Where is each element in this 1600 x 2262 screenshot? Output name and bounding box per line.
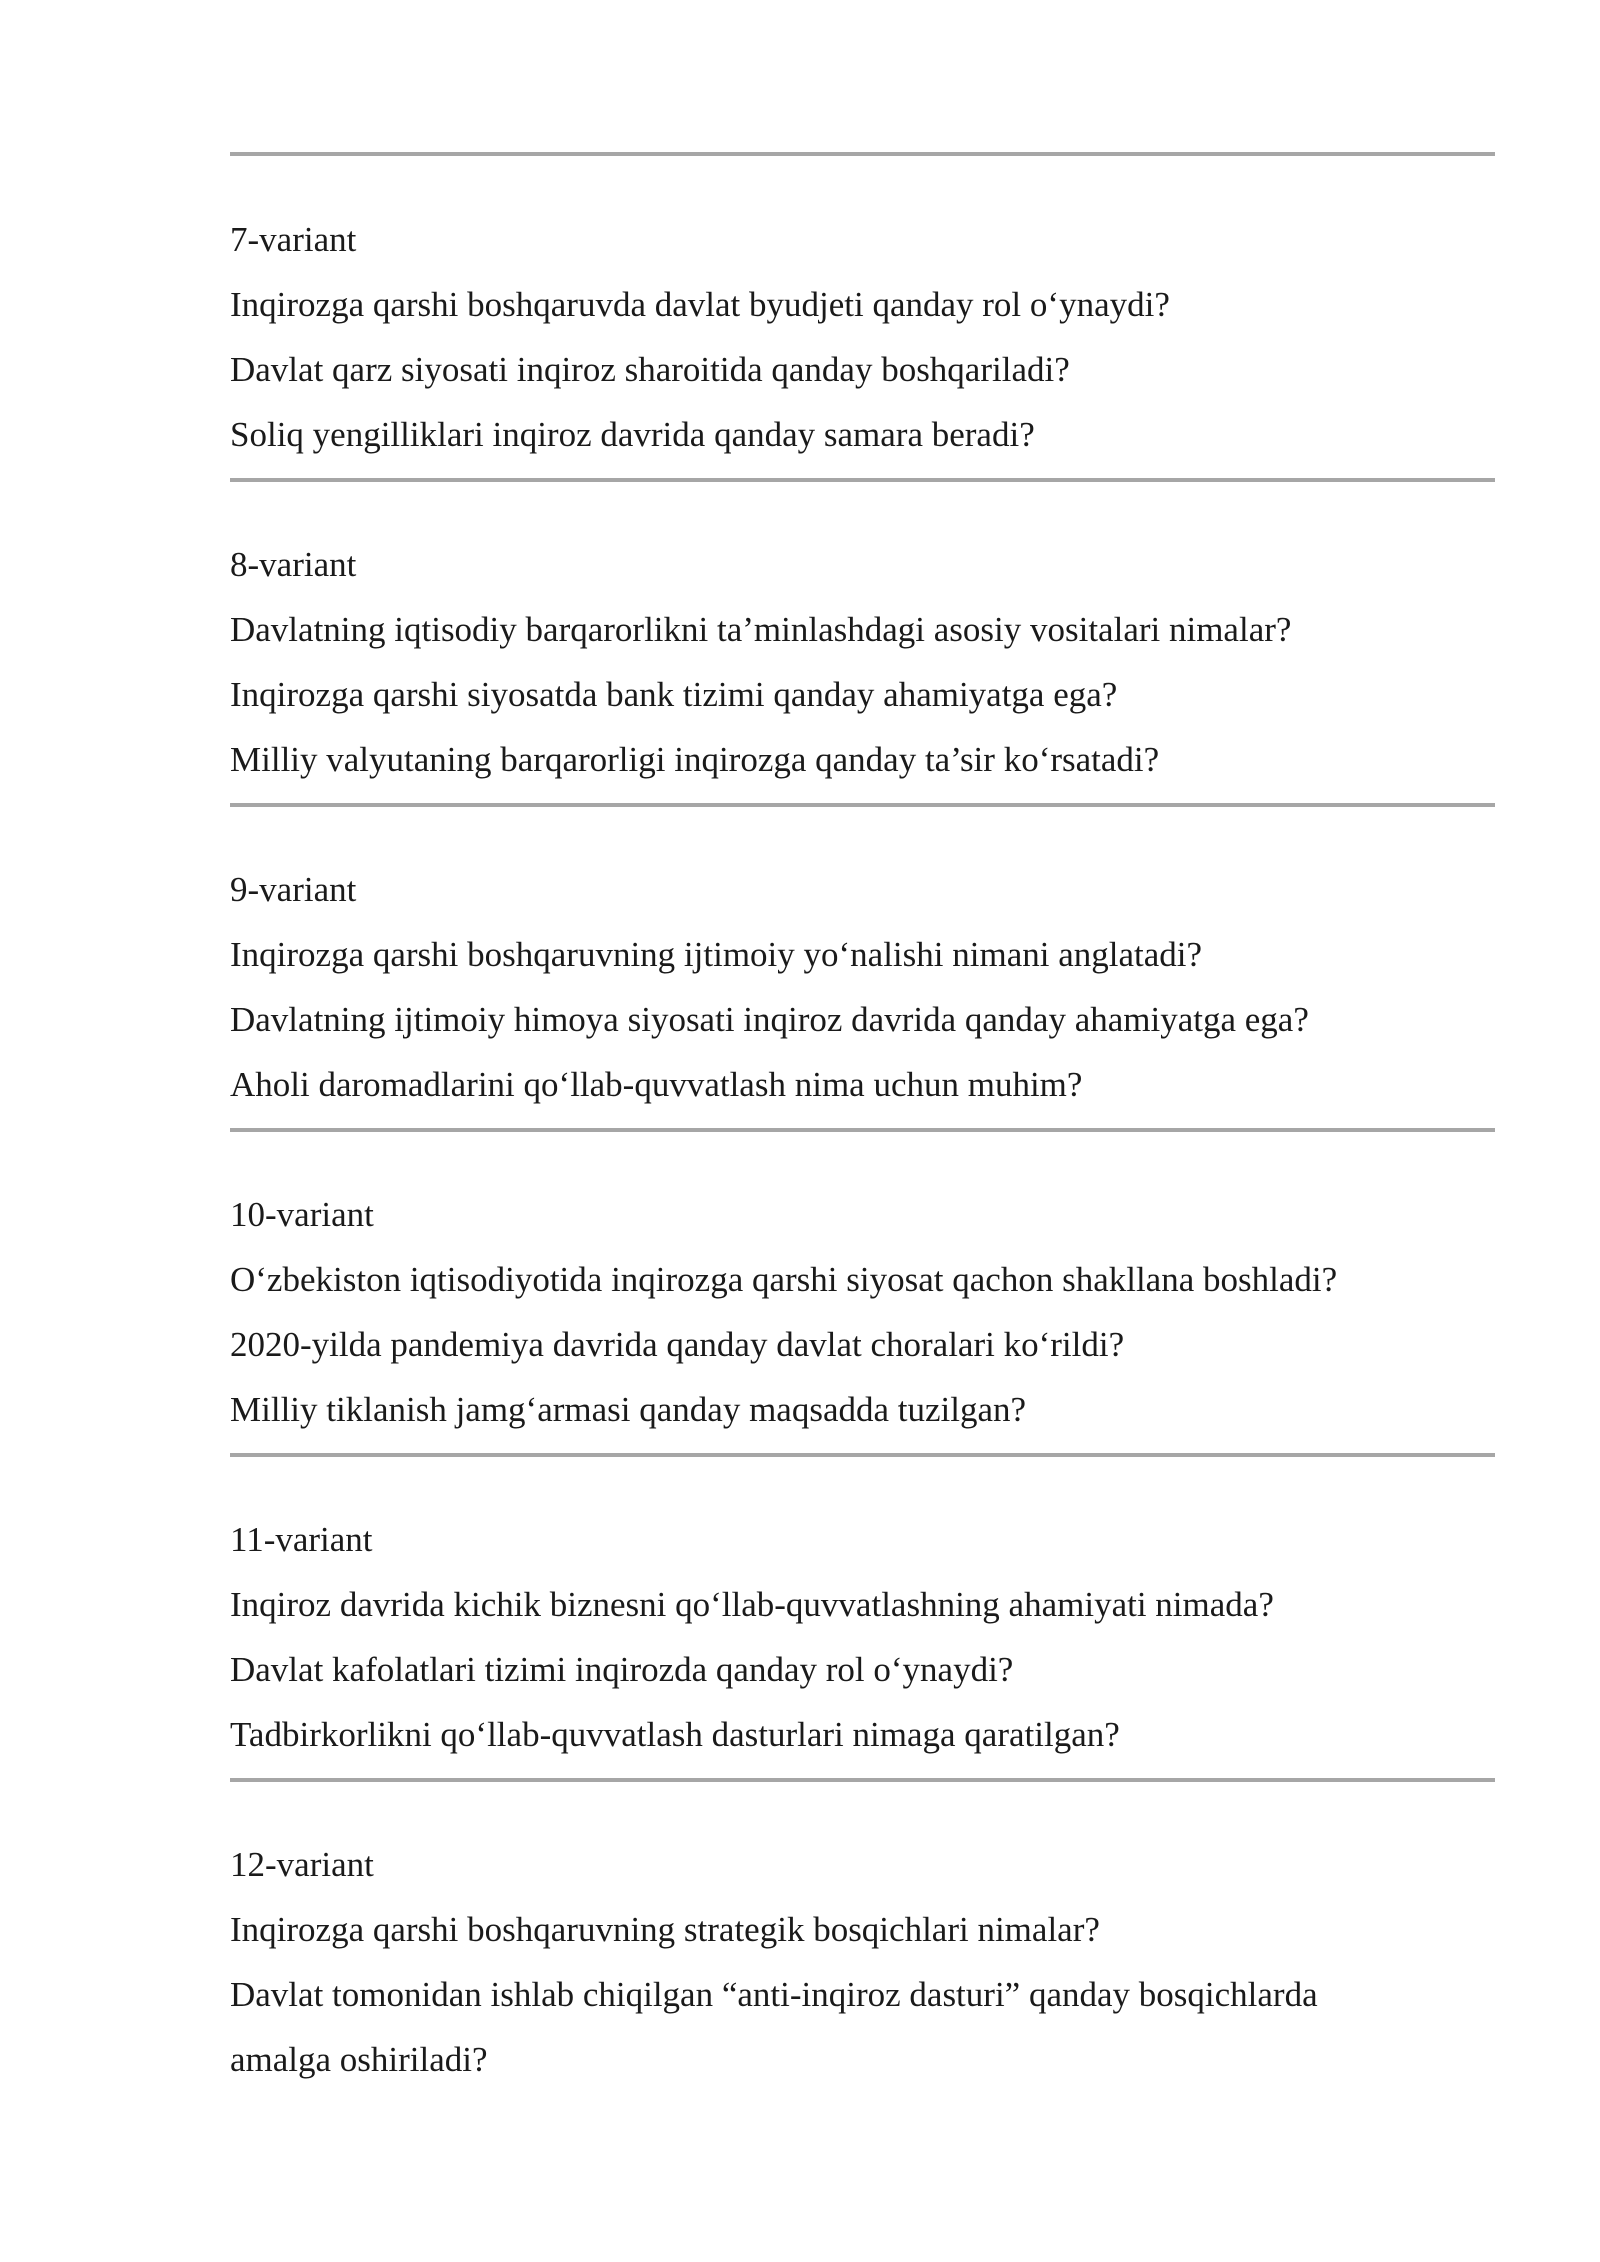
- section-title-12: 12-variant: [230, 1845, 374, 1884]
- question-7-2: Davlat qarz siyosati inqiroz sharoitida qanday boshqariladi?: [230, 350, 1070, 389]
- question-12-2-continued: amalga oshiriladi?: [230, 2040, 488, 2079]
- question-9-1: Inqirozga qarshi boshqaruvning ijtimoiy yo‘nalishi nimani anglatadi?: [230, 935, 1203, 974]
- question-8-2: Inqirozga qarshi siyosatda bank tizimi qanday ahamiyatga ega?: [230, 675, 1118, 714]
- question-11-2: Davlat kafolatlari tizimi inqirozda qanday rol o‘ynaydi?: [230, 1650, 1014, 1689]
- question-10-3: Milliy tiklanish jamg‘armasi qanday maqsadda tuzilgan?: [230, 1390, 1027, 1429]
- question-12-1: Inqirozga qarshi boshqaruvning strategik bosqichlari nimalar?: [230, 1910, 1100, 1949]
- section-title-9: 9-variant: [230, 870, 357, 909]
- question-7-3: Soliq yengilliklari inqiroz davrida qanday samara beradi?: [230, 415, 1035, 454]
- divider: [230, 478, 1495, 482]
- question-11-1: Inqiroz davrida kichik biznesni qo‘llab-quvvatlashning ahamiyati nimada?: [230, 1585, 1274, 1624]
- question-10-1: O‘zbekiston iqtisodiyotida inqirozga qarshi siyosat qachon shakllana boshladi?: [230, 1260, 1338, 1299]
- question-12-2: Davlat tomonidan ishlab chiqilgan “anti-inqiroz dasturi” qanday bosqichlarda: [230, 1975, 1318, 2014]
- question-8-1: Davlatning iqtisodiy barqarorlikni ta’minlashdagi asosiy vositalari nimalar?: [230, 610, 1292, 649]
- divider: [230, 1128, 1495, 1132]
- section-title-8: 8-variant: [230, 545, 357, 584]
- divider: [230, 803, 1495, 807]
- question-9-2: Davlatning ijtimoiy himoya siyosati inqiroz davrida qanday ahamiyatga ega?: [230, 1000, 1309, 1039]
- divider: [230, 152, 1495, 156]
- section-title-11: 11-variant: [230, 1520, 373, 1559]
- question-11-3: Tadbirkorlikni qo‘llab-quvvatlash dasturlari nimaga qaratilgan?: [230, 1715, 1120, 1754]
- question-8-3: Milliy valyutaning barqarorligi inqirozga qanday ta’sir ko‘rsatadi?: [230, 740, 1160, 779]
- section-title-7: 7-variant: [230, 220, 357, 259]
- question-10-2: 2020-yilda pandemiya davrida qanday davlat choralari ko‘rildi?: [230, 1325, 1125, 1364]
- divider: [230, 1453, 1495, 1457]
- question-7-1: Inqirozga qarshi boshqaruvda davlat byudjeti qanday rol o‘ynaydi?: [230, 285, 1170, 324]
- divider: [230, 1778, 1495, 1782]
- question-9-3: Aholi daromadlarini qo‘llab-quvvatlash nima uchun muhim?: [230, 1065, 1083, 1104]
- section-title-10: 10-variant: [230, 1195, 374, 1234]
